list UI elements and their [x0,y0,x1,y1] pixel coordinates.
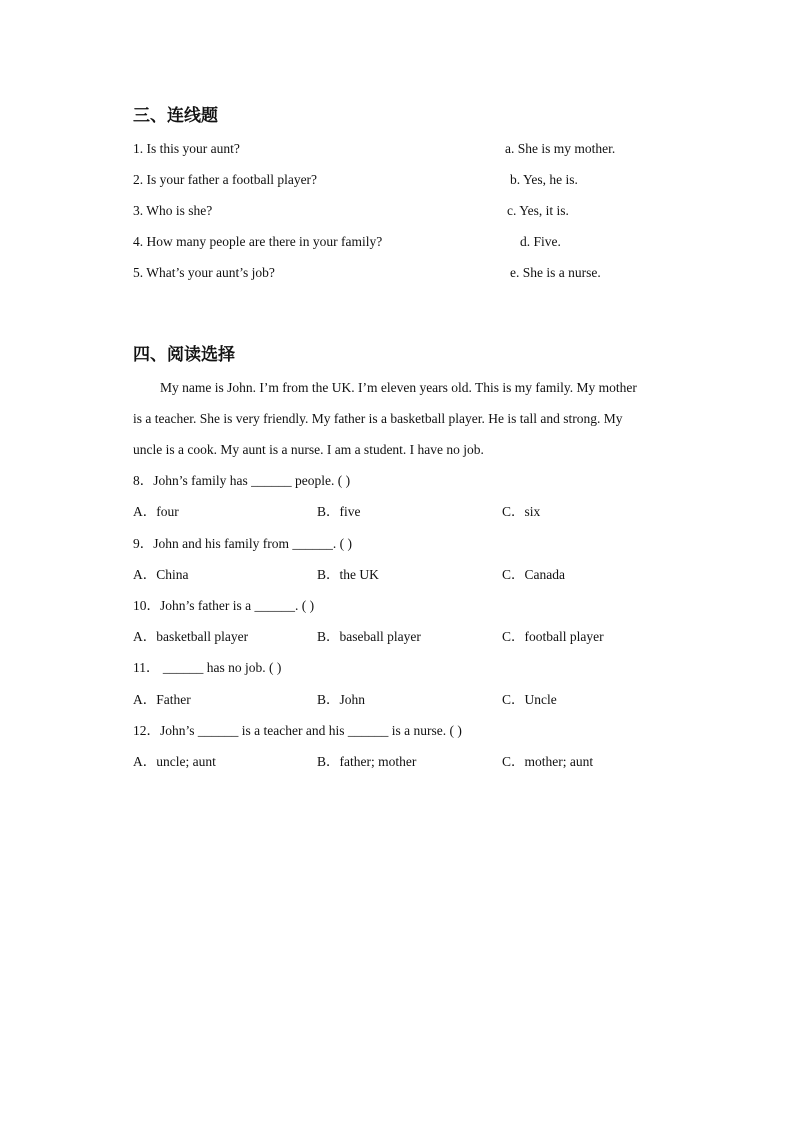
matching-answer-a: a. She is my mother. [505,141,616,156]
passage-line-2: is a teacher. She is very friendly. My father is a basketball player. He is tall and strong. My [133,411,623,426]
question-11-stem: 11． ______ has no job. ( ) [133,660,282,675]
passage-line-1: My name is John. I’m from the UK. I’m eleven years old. This is my family. My mother [160,380,637,395]
question-9-option-a: A．China [133,567,189,582]
matching-question-1: 1. Is this your aunt? [133,141,240,156]
question-12-option-b: B．father; mother [317,754,417,769]
question-10-option-a: A．basketball player [133,629,249,644]
section-3-heading: 三、连线题 [133,106,218,126]
matching-question-4: 4. How many people are there in your family? [133,234,383,249]
question-10-option-c: C．football player [502,629,604,644]
question-10-option-b: B．baseball player [317,629,421,644]
passage-line-3: uncle is a cook. My aunt is a nurse. I am a student. I have no job. [133,442,484,457]
question-8-stem: 8．John’s family has ______ people. ( ) [133,473,351,488]
matching-question-3: 3. Who is she? [133,203,213,218]
question-9-stem: 9．John and his family from ______. ( ) [133,536,352,551]
matching-answer-e: e. She is a nurse. [510,265,601,280]
question-11-option-b: B．John [317,692,366,707]
matching-question-2: 2. Is your father a football player? [133,172,318,187]
section-4-heading: 四、阅读选择 [133,345,235,365]
question-12-stem: 12．John’s ______ is a teacher and his ______ is a nurse. ( ) [133,723,462,738]
question-9-option-c: C．Canada [502,567,565,582]
matching-answer-c: c. Yes, it is. [507,203,569,218]
question-8-option-b: B．five [317,504,361,519]
question-8-option-a: A．four [133,504,179,519]
question-12-option-c: C．mother; aunt [502,754,594,769]
question-10-stem: 10．John’s father is a ______. ( ) [133,598,315,613]
question-11-option-c: C．Uncle [502,692,557,707]
question-11-option-a: A．Father [133,692,191,707]
matching-answer-d: d. Five. [520,234,561,249]
matching-question-5: 5. What’s your aunt’s job? [133,265,275,280]
matching-answer-b: b. Yes, he is. [510,172,578,187]
question-8-option-c: C．six [502,504,541,519]
question-9-option-b: B．the UK [317,567,379,582]
question-12-option-a: A．uncle; aunt [133,754,216,769]
